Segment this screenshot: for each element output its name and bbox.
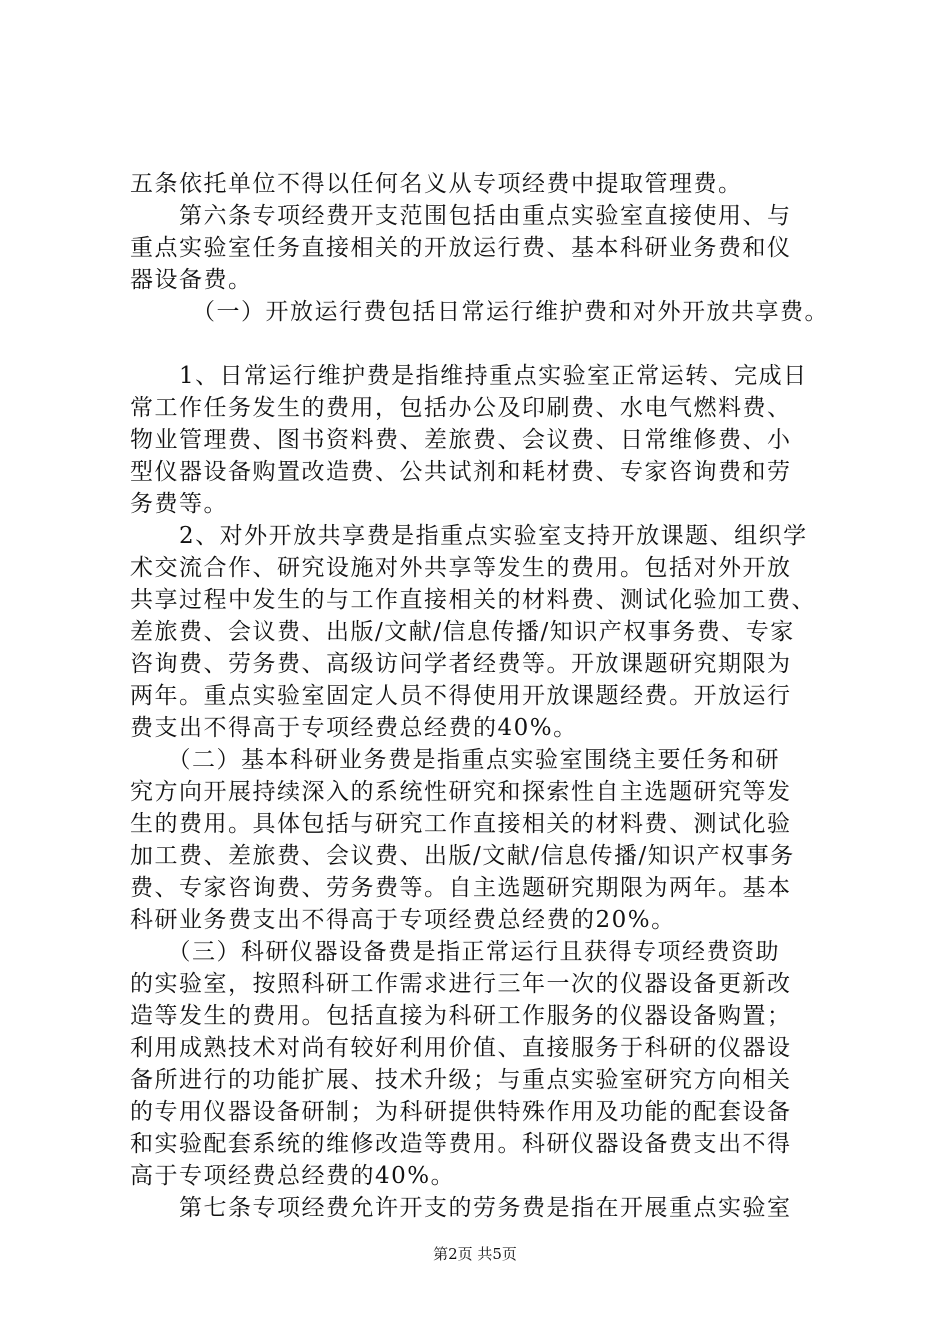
blank-line [130, 328, 830, 360]
text-line: 常工作任务发生的费用，包括办公及印刷费、水电气燃料费、 [130, 395, 792, 421]
text-line: 加工费、差旅费、会议费、出版/文献/信息传播/知识产权事务 [130, 843, 795, 869]
text-line: 差旅费、会议费、出版/文献/信息传播/知识产权事务费、专家 [130, 619, 795, 645]
text-line: 器设备费。 [130, 267, 253, 293]
text-line: 造等发生的费用。包括直接为科研工作服务的仪器设备购置； [130, 1003, 792, 1029]
text-line: 术交流合作、研究设施对外共享等发生的费用。包括对外开放 [130, 555, 792, 581]
text-line: 务费等。 [130, 491, 228, 517]
text-line: 究方向开展持续深入的系统性研究和探索性自主选题研究等发 [130, 779, 792, 805]
document-body [130, 168, 830, 1224]
text-line: 备所进行的功能扩展、技术升级；与重点实验室研究方向相关 [130, 1067, 792, 1093]
text-line: 费、专家咨询费、劳务费等。自主选题研究期限为两年。基本 [130, 875, 792, 901]
text-line: 和实验配套系统的维修改造等费用。科研仪器设备费支出不得 [130, 1131, 792, 1157]
text-line: 生的费用。具体包括与研究工作直接相关的材料费、测试化验 [130, 811, 792, 837]
text-line: 科研业务费支出不得高于专项经费总经费的20%。 [130, 907, 676, 933]
text-line: 五条依托单位不得以任何名义从专项经费中提取管理费。 [130, 171, 743, 197]
text-line: 第六条专项经费开支范围包括由重点实验室直接使用、与 [130, 203, 792, 229]
text-line: （二）基本科研业务费是指重点实验室围绕主要任务和研 [130, 747, 780, 773]
text-line: 费支出不得高于专项经费总经费的40%。 [130, 715, 578, 741]
text-line: 物业管理费、图书资料费、差旅费、会议费、日常维修费、小 [130, 427, 792, 453]
text-line: 的实验室，按照科研工作需求进行三年一次的仪器设备更新改 [130, 971, 792, 997]
text-line: 第七条专项经费允许开支的劳务费是指在开展重点实验室 [130, 1195, 792, 1221]
text-line: 两年。重点实验室固定人员不得使用开放课题经费。开放运行 [130, 683, 792, 709]
text-line: 利用成熟技术对尚有较好利用价值、直接服务于科研的仪器设 [130, 1035, 792, 1061]
text-line: 1、日常运行维护费是指维持重点实验室正常运转、完成日 [130, 363, 808, 389]
text-line: 高于专项经费总经费的40%。 [130, 1163, 456, 1189]
text-line: 的专用仪器设备研制；为科研提供特殊作用及功能的配套设备 [130, 1099, 792, 1125]
text-line: （三）科研仪器设备费是指正常运行且获得专项经费资助 [130, 939, 780, 965]
text-line: 共享过程中发生的与工作直接相关的材料费、测试化验加工费、 [130, 587, 816, 613]
text-line: （一）开放运行费包括日常运行维护费和对外开放共享费。 [130, 299, 829, 325]
text-line: 2、对外开放共享费是指重点实验室支持开放课题、组织学 [130, 523, 808, 549]
text-line: 咨询费、劳务费、高级访问学者经费等。开放课题研究期限为 [130, 651, 792, 677]
page-footer: 第2页 共5页 [433, 1245, 517, 1263]
text-line: 重点实验室任务直接相关的开放运行费、基本科研业务费和仪 [130, 235, 792, 261]
text-line: 型仪器设备购置改造费、公共试剂和耗材费、专家咨询费和劳 [130, 459, 792, 485]
